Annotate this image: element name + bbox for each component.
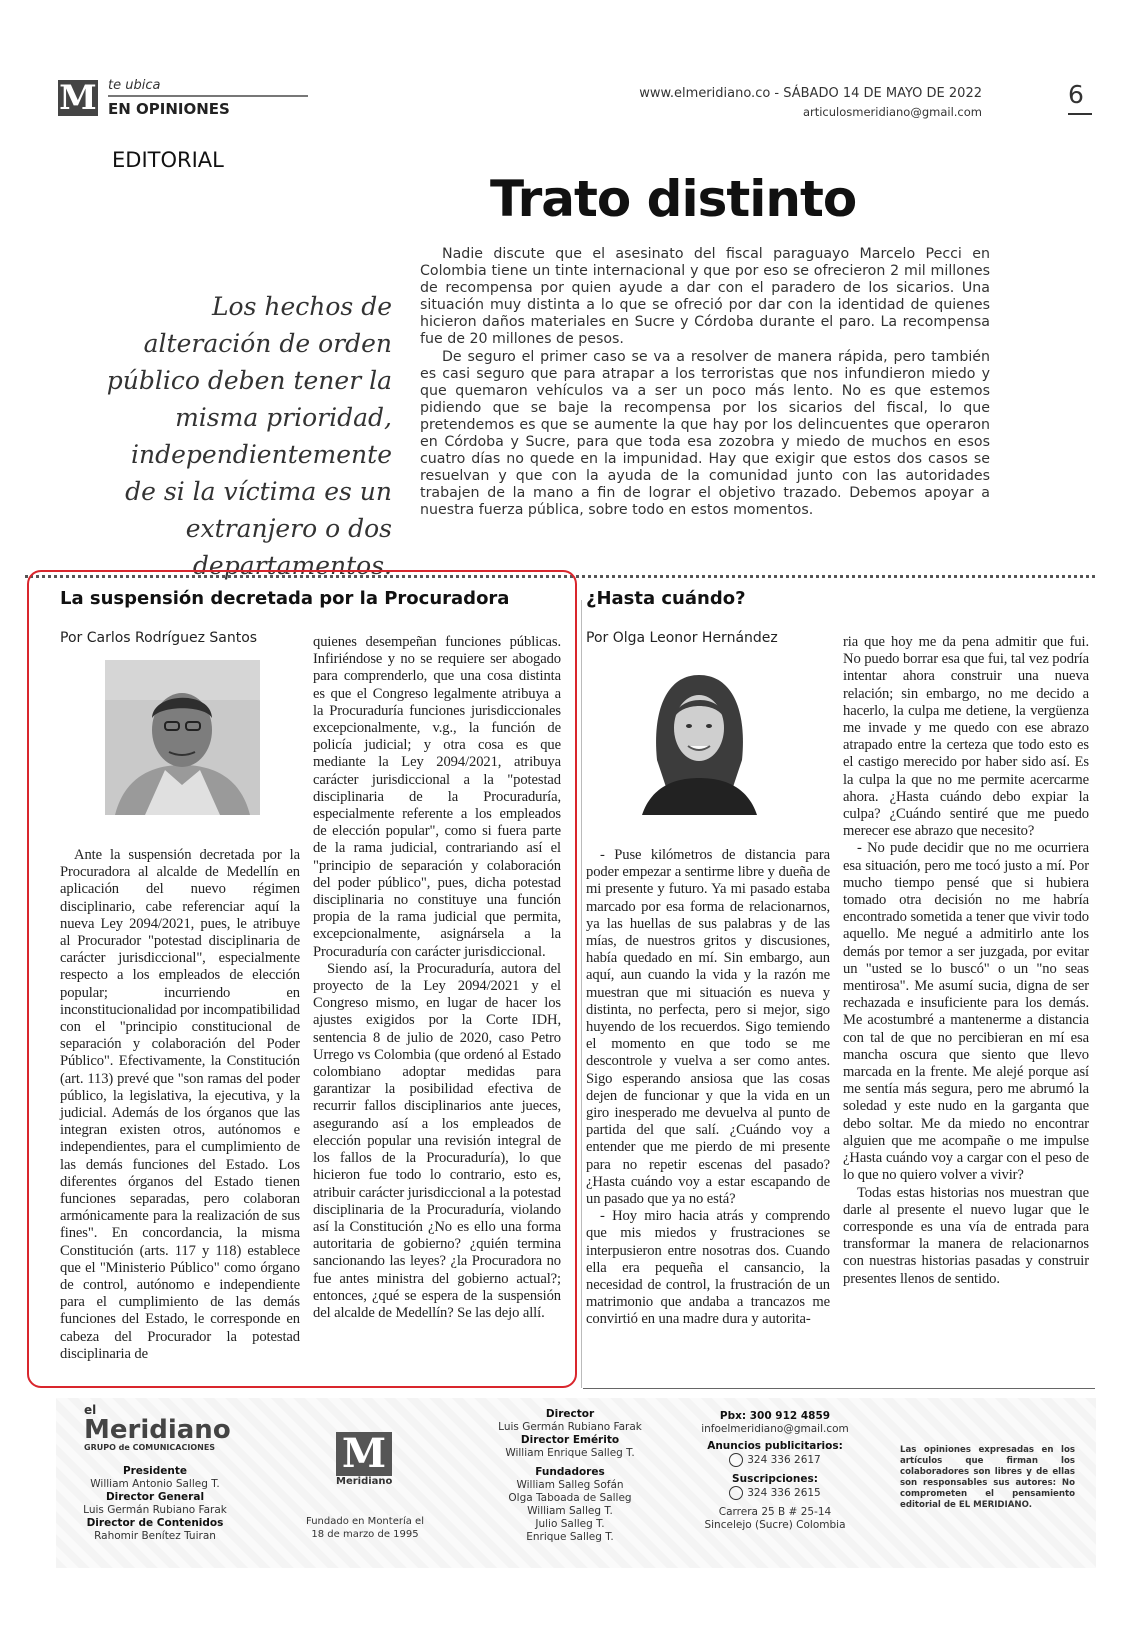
editorial-pullquote: Los hechos de alteración de orden público deben tener la misma prioridad, independientemente de si la víctima es un extranjero o dos departamentos. bbox=[106, 292, 392, 580]
article1-column-2 bbox=[313, 634, 561, 1322]
column-separator bbox=[581, 600, 582, 1388]
article-bottom-rule bbox=[583, 1388, 1095, 1389]
director-label: Director bbox=[545, 1408, 595, 1420]
fundador: Enrique Salleg T. bbox=[526, 1531, 614, 1543]
editorial-paragraph: De seguro el primer caso se va a resolver de manera rápida, pero también es casi seguro que para atrapar a los terroristas que nos infundieron miedo y que quemaron vehículos va a ser un poco más lento. No es que estemos pidiendo que se baje la recompensa por los sicarios del fiscal, lo que pretendemos es que se aumente la que hay por los delincuentes que operaron en Córdoba y Sucre, para que toda esa zozobra y miedo de muchos en esos cuatro días no quede en la impunidad. Hay que exigir que estos dos casos se resuelvan y que con la ayuda de la comunidad junto con las autoridades trabajen de la mano a fin de lograr el objetivo trazado. Debemos apoyar a nuestra fuerza pública, sobre todo en estos momentos. bbox=[420, 348, 990, 519]
page-number: 6 bbox=[1068, 80, 1084, 109]
footer-logo-mark: M bbox=[336, 1432, 392, 1476]
header-rule bbox=[108, 95, 308, 97]
whatsapp-icon bbox=[729, 1486, 743, 1500]
author-photo-illustration bbox=[622, 660, 777, 815]
author-photo-carlos bbox=[105, 660, 260, 815]
brand-el: el bbox=[84, 1403, 97, 1417]
address-line: Sincelejo (Sucre) Colombia bbox=[704, 1519, 846, 1531]
article2-byline: Por Olga Leonor Hernández bbox=[586, 630, 778, 646]
director-name: Luis Germán Rubiano Farak bbox=[498, 1421, 642, 1433]
fundador: Olga Taboada de Salleg bbox=[508, 1492, 632, 1504]
footer-logo-name: Meridiano bbox=[336, 1476, 393, 1487]
address-line: Carrera 25 B # 25-14 bbox=[718, 1506, 832, 1518]
director-contenidos-name: Rahomir Benítez Tuiran bbox=[94, 1530, 216, 1542]
anuncios-phone: 324 336 2617 bbox=[747, 1454, 821, 1466]
suscripciones-phone: 324 336 2615 bbox=[747, 1487, 821, 1499]
footer-email: infoelmeridiano@gmail.com bbox=[701, 1423, 849, 1435]
director-contenidos-label: Director de Contenidos bbox=[86, 1517, 224, 1529]
article2-column-2 bbox=[843, 634, 1089, 1288]
director-general-label: Director General bbox=[105, 1491, 205, 1503]
footer-logo bbox=[336, 1432, 392, 1487]
fundador: William Salleg T. bbox=[527, 1505, 613, 1517]
header-tagline: te ubica bbox=[108, 78, 161, 93]
header-email: articulosmeridiano@gmail.com bbox=[802, 105, 982, 119]
fundadores-label: Fundadores bbox=[535, 1466, 605, 1478]
article1-paragraph: Siendo así, la Procuraduría, autora del proyecto de la Ley 2094/2021 y el Congreso mismo, en lugar de hacer los ajustes exigidos por la Corte IDH, sentencia 8 de julio de 2020, caso Petro Urrego vs Colombia (que ordenó al Estado colombiano adoptar medidas para garantizar la posibilidad efectiva de recurrir fallos disciplinarios ante jueces, asegurando así a los empleados de elección popular una revisión integral de los fallos de la Procuraduría), lo que hicieron fue todo lo contrario, esto es, atribuir carácter jurisdiccional a la potestad disciplinaria de la Procuraduría, violando así la Constitución ¿No es ello una forma autoritaria de gobierno? ¿quién termina sancionando las leyes? ¿la Procuradora no fue antes ministra del gobierno actual?; entonces, ¿qué se espera de la suspensión del alcalde de Medellín? Se las dejo allí. bbox=[313, 960, 561, 1321]
brand-group: GRUPO de COMUNICACIONES bbox=[84, 1443, 216, 1452]
editorial-label: EDITORIAL bbox=[112, 148, 224, 172]
article2-title: ¿Hasta cuándo? bbox=[586, 588, 746, 609]
director-emerito-name: William Enrique Salleg T. bbox=[505, 1447, 635, 1459]
brand-name: Meridiano bbox=[84, 1415, 231, 1445]
pbx: Pbx: 300 912 4859 bbox=[719, 1410, 831, 1422]
article2-paragraph: Todas estas historias nos muestran que darle al presente el nuevo lugar que le corresponde es una vía de entrada para transformar la manera de relacionarnos con nuestras historias pasadas y construir presentes llenos de sentido. bbox=[843, 1184, 1089, 1287]
suscripciones-label: Suscripciones: bbox=[732, 1473, 818, 1485]
section-name: EN OPINIONES bbox=[108, 100, 230, 118]
anuncios-label: Anuncios publicitarios: bbox=[707, 1440, 843, 1452]
footer-staff bbox=[60, 1465, 250, 1543]
header-info bbox=[639, 86, 982, 119]
article2-column-1 bbox=[586, 847, 830, 1329]
director-general-name: Luis Germán Rubiano Farak bbox=[83, 1504, 227, 1516]
director-emerito-label: Director Emérito bbox=[520, 1434, 620, 1446]
article2-paragraph: - Puse kilómetros de distancia para poder empezar a sentirme libre y dueña de mi presente y futuro. Ya mi pasado estaba marcado por esa forma de relacionarnos, ya las huellas de sus palabras y de las mías, de nuestros gritos y discusiones, había quedado en mí. Sin embargo, aun aquí, aun cuando la vida y la razón me muestran que mi situación es nueva y distinta, no perfecta, pero si mejor, sigo huyendo de los recuerdos. Sigo temiendo el momento en que todo se me descontrole y vuelva a ser como antes. Sigo esperando ansiosa que las cosas dejen de funcionar y que la vida en un giro inesperado me devuelva al punto de partida del que salí. ¿Cuándo voy a entender que me pierdo de mi presente para no repetir escenas del pasado? ¿Hasta cuándo voy a estar escapando de un pasado que ya no está? bbox=[586, 847, 830, 1208]
fundado: Fundado en Montería el 18 de marzo de 1995 bbox=[306, 1516, 424, 1540]
presidente-label: Presidente bbox=[122, 1465, 188, 1477]
editorial-paragraph: Nadie discute que el asesinato del fiscal paraguayo Marcelo Pecci en Colombia tiene un tinte internacional y que por eso se ofrecieron 2 mil millones de recompensa por quien ayude a dar con el paradero de los sicarios. Una situación muy distinta a lo que se ofreció por dar con la identidad de quienes hicieron daños materiales en Sucre y Córdoba durante el paro. La recompensa fue de 20 millones de pesos. bbox=[420, 246, 990, 348]
page-number-rule bbox=[1068, 113, 1092, 115]
footer-brand bbox=[84, 1403, 231, 1452]
meridiano-logo: M bbox=[59, 78, 97, 118]
editorial-body bbox=[420, 246, 990, 520]
article1-paragraph: quienes desempeñan funciones públicas. Infiriéndose y no se requiere ser abogado para comprenderlo, que una cosa distinta es que el Congreso legalmente atribuya a la Procuraduría funciones jurisdiccionales excepcionalmente, v.g., la función de policía judicial; y otra cosa es que mediante la Ley 2094/2021, atribuya carácter jurisdiccional a la "potestad disciplinaria de la Procuraduría, especialmente referente a los empleados de elección popular", como si fuera parte de la rama judicial, contrariando así el "principio de separación y colaboración del poder público", pues, dicha potestad disciplinaria no constituye una función propia de la rama judicial que permita, excepcionalmente, asignársela a la Procuraduría con carácter jurisdiccional. bbox=[313, 634, 561, 960]
site-date: www.elmeridiano.co - SÁBADO 14 DE MAYO DE 2022 bbox=[639, 86, 982, 101]
article1-byline: Por Carlos Rodríguez Santos bbox=[60, 630, 258, 646]
article1-column-1 bbox=[60, 847, 300, 1363]
author-photo-illustration bbox=[105, 660, 260, 815]
author-photo-olga bbox=[622, 660, 777, 815]
whatsapp-icon bbox=[729, 1453, 743, 1467]
footer-disclaimer: Las opiniones expresadas en los artículos que firman los colaboradores son libres y de ellas son responsables sus autores: No comprometen el pensamiento editorial de EL MERIDIANO. bbox=[900, 1445, 1075, 1510]
footer-contact bbox=[690, 1410, 860, 1532]
fundador: William Salleg Sofán bbox=[516, 1479, 624, 1491]
article1-paragraph: Ante la suspensión decretada por la Procuradora al alcalde de Medellín en aplicación del nuevo régimen disciplinario, cabe referenciar aquí la nueva Ley 2094/2021, pues, le atribuye al Procurador "potestad disciplinaria de carácter jurisdiccional", especialmente respecto a los empleados de elección popular; incurriendo en inconstitucionalidad por incompatibilidad con el "principio constitucional de separación y colaboración del Poder Público". Efectivamente, la Constitución (art. 113) prevé que "son ramas del poder público, la legislativa, la ejecutiva, y la judicial. Además de los órganos que las integran existen otros, autónomos e independientes, para el cumplimiento de las demás funciones del Estado. Los diferentes órganos del Estado tienen funciones separadas, pero colaboran armónicamente para la realización de sus fines". En concordancia, la misma Constitución (arts. 117 y 118) establece que el "Ministerio Público" como órgano de control, autónomo e independiente para el cumplimiento de las demás funciones del Estado, le corresponde en cabeza del Procurador la potestad disciplinaria de bbox=[60, 847, 300, 1362]
presidente-name: William Antonio Salleg T. bbox=[90, 1478, 220, 1490]
footer-directors bbox=[490, 1408, 650, 1544]
fundador: Julio Salleg T. bbox=[535, 1518, 605, 1530]
article2-paragraph: ria que hoy me da pena admitir que fui. No puedo borrar esa que fui, tal vez podría intentar ahora construir una nueva relación; sin embargo, no me decido a hacerlo, la culpa me detiene, la vergüenza me invade y me quedo con ese abrazo atrapado entre la certeza que todo esto es el castigo merecido por haber sido así. Es la culpa la que no me permite acercarme ahora. ¿Hasta cuándo debo expiar la culpa? ¿Cuándo sentiré que me puedo merecer ese abrazo que necesito? bbox=[843, 634, 1089, 840]
editorial-headline: Trato distinto bbox=[490, 170, 857, 228]
article1-title: La suspensión decretada por la Procuradora bbox=[60, 588, 510, 609]
article2-paragraph: - Hoy miro hacia atrás y comprendo que mis miedos y frustraciones se interpusieron entre nosotras dos. Cuando ella era pequeña el cansancio, la necesidad de control, la frustración de un matrimonio que andaba a trancazos me convirtió en una madre dura y autorita- bbox=[586, 1208, 830, 1328]
article2-paragraph: - No pude decidir que no me ocurriera esa situación, pero me tocó justo a mí. Por mucho tiempo pensé que si hubiera tomado otra decisión no me habría encontrado sometida a tener que vivir todo aquello. Me negué a admitirlo ante los demás por temor a ser juzgada, por evitar un "usted se lo buscó" o un "no seas mentirosa". Me asumí sucia, digna de ser rechazada e insuficiente para los demás. Me acostumbré a mantenerme a distancia con tal de que no percibieran en mí esa mancha oscura que siento que llevo marcada en la frente. Me alejé porque así me sentía más segura, pero me abrumó la soledad y este nudo en la garganta que debo soltar. Me da miedo no encontrar alguien que me acompañe o me impulse ¿Hasta cuándo voy a cargar con el peso de lo que no quiero volver a vivir? bbox=[843, 840, 1089, 1184]
